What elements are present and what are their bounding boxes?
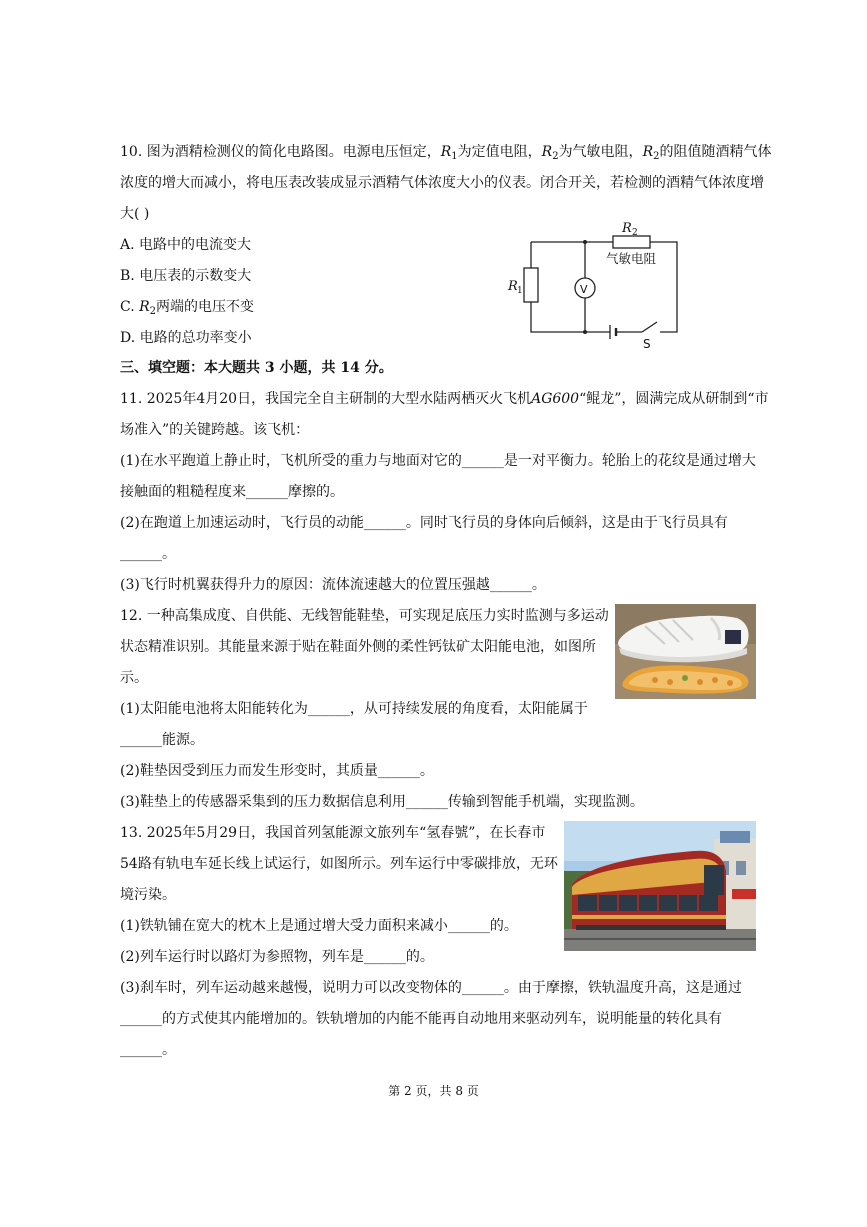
q13-part2: (2)列车运行时以路灯为参照物，列车是______的。	[120, 949, 434, 965]
q11-part2-line2: ______。	[120, 546, 176, 562]
q13-stem-line2: 54路有轨电车延长线上试运行，如图所示。列车运行中零碳排放，无环	[120, 856, 558, 872]
q10-stem-line2: 浓度的增大而减小，将电压表改装成显示酒精气体浓度大小的仪表。闭合开关，若检测的酒精气体浓度增	[120, 175, 764, 191]
q12-part1-line1: (1)太阳能电池将太阳能转化为______，从可持续发展的角度看，太阳能属于	[120, 701, 588, 717]
q11-stem-line2: 场准入”的关键跨越。该飞机：	[120, 422, 310, 438]
q10-option-b: B. 电压表的示数变大	[120, 268, 252, 284]
q11-part1-line2: 接触面的粗糙程度来______摩擦的。	[120, 484, 344, 500]
q13-stem-line3: 境污染。	[120, 887, 176, 903]
q12-stem-line3: 示。	[120, 670, 148, 686]
r2-label-sub: 2	[632, 228, 638, 238]
page-number-footer: 第 2 页，共 8 页	[388, 1084, 479, 1098]
q13-part3-line1: (3)刹车时，列车运动越来越慢，说明力可以改变物体的______。由于摩擦，铁轨温度升高，这是通过	[120, 980, 742, 996]
q12-stem-line1: 12. 一种高集成度、自供能、无线智能鞋垫，可实现足底压力实时监测与多运动	[120, 608, 609, 624]
q13-part3-line3: ______。	[120, 1042, 176, 1058]
q13-part3-line2: ______的方式使其内能增加的。铁轨增加的内能不能再自动地用来驱动列车，说明能量的转化具有	[120, 1011, 722, 1027]
r1-label: R	[508, 279, 518, 294]
circuit-diagram	[500, 216, 690, 350]
q13-part1: (1)铁轨铺在宽大的枕木上是通过增大受力面积来减小______的。	[120, 918, 518, 934]
q13-stem-line1: 13. 2025年5月29日，我国首列氢能源文旅列车“氢春號”，在长春市	[120, 825, 546, 841]
section3-heading: 三、填空题：本大题共 3 小题，共 14 分。	[120, 360, 393, 376]
q11-part2-line1: (2)在跑道上加速运动时，飞行员的动能______。同时飞行员的身体向后倾斜，这是由于飞行员具有	[120, 515, 728, 531]
voltmeter-label: V	[580, 283, 588, 296]
q10-stem-line3: 大( )	[120, 206, 150, 222]
q12-part2: (2)鞋垫因受到压力而发生形变时，其质量______。	[120, 763, 434, 779]
r2-label: R	[622, 221, 632, 236]
q12-stem-line2: 状态精准识别。其能量来源于贴在鞋面外侧的柔性钙钛矿太阳能电池，如图所	[120, 639, 596, 655]
q11-stem-line1: 11. 2025年4月20日，我国完全自主研制的大型水陆两栖灭火飞机AG600“鲲龙”，圆满完成从研制到“市	[120, 391, 769, 407]
r1-label-sub: 1	[517, 286, 523, 296]
q10-stem-line1: 10. 图为酒精检测仪的简化电路图。电源电压恒定，$R_1$为定值电阻，$R_2$为气敏电阻，$R_2$的阻值随酒精气体	[120, 144, 772, 162]
q10-option-a: A. 电路中的电流变大	[120, 237, 252, 253]
q10-option-d: D. 电路的总功率变小	[120, 330, 252, 346]
switch-label: S	[643, 337, 651, 350]
q12-part1-line2: ______能源。	[120, 732, 204, 748]
q10-option-c: C. $R_2$两端的电压不变	[120, 299, 255, 317]
sensor-label: 气敏电阻	[606, 251, 657, 266]
smart-insole-photo	[615, 604, 756, 699]
q11-part1-line1: (1)在水平跑道上静止时，飞机所受的重力与地面对它的______是一对平衡力。轮胎上的花纹是通过增大	[120, 453, 756, 469]
switch-s	[642, 322, 657, 332]
q11-part3: (3)飞行时机翼获得升力的原因：流体流速越大的位置压强越______。	[120, 577, 546, 593]
hydrogen-tram-photo	[564, 821, 756, 951]
q12-part3: (3)鞋垫上的传感器采集到的压力数据信息利用______传输到智能手机端，实现监测。	[120, 794, 644, 810]
resistor-r1	[524, 268, 538, 302]
